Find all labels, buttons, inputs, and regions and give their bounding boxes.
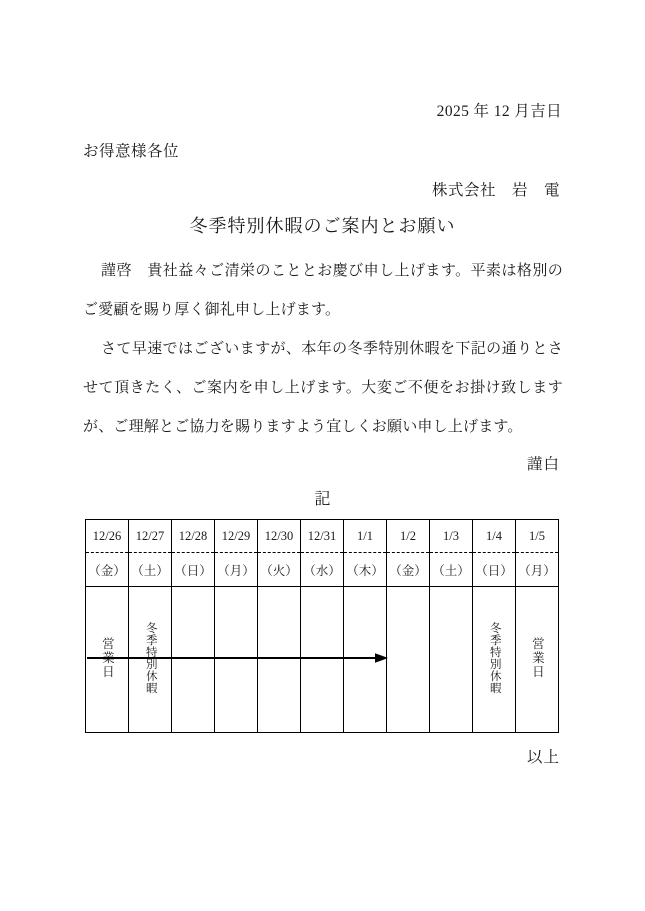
body-paragraph-2: さて早速ではございますが、本年の冬季特別休暇を下記の通りとさせて頂きたく、ご案内を申し上げます。大変ご不便をお掛け致しますが、ご理解とご協力を賜りますよう宜しくお願い申し上げます。 [83, 341, 563, 435]
holiday-schedule-table-wrapper [85, 519, 558, 731]
schedule-status-cell [129, 587, 172, 733]
schedule-status-cell [344, 587, 387, 733]
schedule-date-cell: 12/30 [258, 520, 301, 553]
schedule-weekday-cell: （月） [516, 553, 559, 587]
schedule-date-cell: 12/28 [172, 520, 215, 553]
recipient-line: お得意様各位 [83, 143, 180, 160]
schedule-weekday-cell: （土） [129, 553, 172, 587]
schedule-status-cell [516, 587, 559, 733]
schedule-weekday-cell: （日） [172, 553, 215, 587]
document-date: 2025 年 12 月吉日 [436, 103, 562, 120]
schedule-date-cell: 12/27 [129, 520, 172, 553]
schedule-status-cell [86, 587, 129, 733]
schedule-date-cell: 1/2 [387, 520, 430, 553]
schedule-status-cell [473, 587, 516, 733]
schedule-weekday-cell: （月） [215, 553, 258, 587]
schedule-status-cell [430, 587, 473, 733]
schedule-date-cell: 1/1 [344, 520, 387, 553]
schedule-weekday-cell: （木） [344, 553, 387, 587]
schedule-status-cell [387, 587, 430, 733]
sender-line: 株式会社 岩 電 [431, 182, 560, 199]
document-body [83, 252, 563, 447]
schedule-date-cell: 1/4 [473, 520, 516, 553]
schedule-status-cell [301, 587, 344, 733]
schedule-weekday-cell: （日） [473, 553, 516, 587]
schedule-date-row [86, 520, 559, 553]
schedule-date-cell: 12/29 [215, 520, 258, 553]
document-title: 冬季特別休暇のご案内とお願い [189, 216, 456, 236]
schedule-weekday-cell: （水） [301, 553, 344, 587]
closing-salutation: 謹白 [526, 456, 560, 473]
schedule-date-cell: 1/5 [516, 520, 559, 553]
schedule-weekday-row [86, 553, 559, 587]
schedule-status-row [86, 587, 559, 733]
schedule-status-cell [258, 587, 301, 733]
status-open-label: 営業日 [100, 636, 115, 679]
ki-marker: 記 [314, 491, 331, 508]
schedule-status-cell [215, 587, 258, 733]
schedule-date-cell: 12/26 [86, 520, 129, 553]
schedule-date-cell: 12/31 [301, 520, 344, 553]
final-note: 以上 [526, 749, 560, 766]
schedule-status-cell [172, 587, 215, 733]
schedule-date-cell: 1/3 [430, 520, 473, 553]
schedule-weekday-cell: （火） [258, 553, 301, 587]
holiday-schedule-table [85, 519, 559, 733]
schedule-weekday-cell: （土） [430, 553, 473, 587]
schedule-weekday-cell: （金） [387, 553, 430, 587]
status-open-label: 営業日 [530, 636, 545, 679]
status-holiday-label: 冬季特別休暇 [488, 621, 501, 694]
body-paragraph-1: 謹啓 貴社益々ご清栄のこととお慶び申し上げます。平素は格別のご愛顧を賜り厚く御礼申し上げます。 [83, 263, 563, 318]
schedule-weekday-cell: （金） [86, 553, 129, 587]
status-holiday-label: 冬季特別休暇 [144, 621, 157, 694]
